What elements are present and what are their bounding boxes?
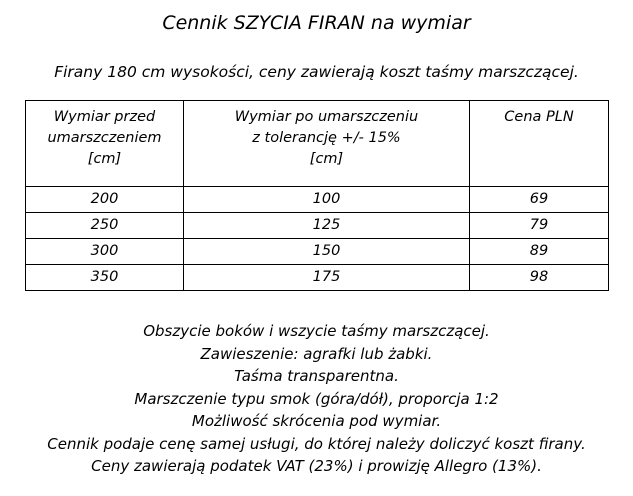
table-row [26,265,609,291]
cell-price: 89 [470,239,609,265]
header-price [470,101,609,187]
note-line: Ceny zawierają podatek VAT (23%) i prowizję Allegro (13%). [91,457,542,475]
header-size-after-line: z tolerancję +/- 15% [252,130,401,146]
cell-price: 79 [470,213,609,239]
cell-size-after: 175 [184,265,470,291]
header-size-after-line: Wymiar po umarszczeniu [234,109,419,125]
cell-size-after: 125 [184,213,470,239]
table-row [26,213,609,239]
header-size-before [26,101,184,187]
note-line: Cennik podaje cenę samej usługi, do której należy doliczyć koszt firany. [47,434,586,453]
note-line: Zawieszenie: agrafki lub żabki. [200,344,433,363]
note-line: Marszczenie typu smok (góra/dół), proporcja 1:2 [134,389,499,408]
page-title: Cennik SZYCIA FIRAN na wymiar [162,12,471,34]
note-line: Możliwość skrócenia pod wymiar. [191,412,442,430]
cell-price: 98 [470,265,609,291]
price-table [25,100,609,291]
header-size-before-line: Wymiar przed [53,109,156,125]
cell-size-before: 300 [26,239,184,265]
cell-price: 69 [470,187,609,213]
header-size-after-line: [cm] [309,151,344,167]
cell-size-before: 350 [26,265,184,291]
cell-size-after: 150 [184,239,470,265]
table-row [26,239,609,265]
service-notes [0,320,633,478]
page-subtitle: Firany 180 cm wysokości, ceny zawierają koszt taśmy marszczącej. [54,63,579,81]
table-row [26,187,609,213]
header-size-before-line: umarszczeniem [47,130,162,146]
table-header-row [26,101,609,187]
note-line: Obszycie boków i wszycie taśmy marszczącej. [143,322,490,340]
cell-size-after: 100 [184,187,470,213]
header-price-line: Cena PLN [504,109,574,125]
cell-size-before: 250 [26,213,184,239]
note-line: Taśma transparentna. [234,367,399,385]
cell-size-before: 200 [26,187,184,213]
header-size-before-line: [cm] [87,151,122,167]
header-size-after [184,101,470,187]
